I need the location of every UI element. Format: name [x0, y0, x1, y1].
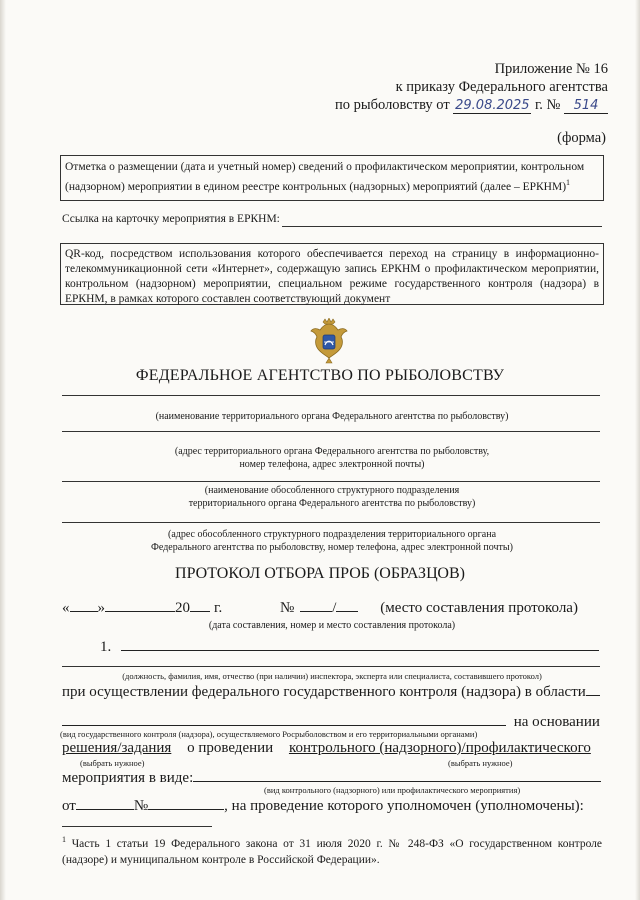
scan-edge-right: [635, 0, 640, 900]
caption-control-kind: (вид государственного контроля (надзора), осуществляемого Росрыболовством и его территориальными органами): [60, 729, 478, 739]
caption-protocol-meta: (дата составления, номер и место составления протокола): [208, 620, 456, 631]
caption-choose-1: (выбрать нужное): [80, 758, 145, 768]
caption-choose-2: (выбрать нужное): [448, 758, 513, 768]
decision-number-field[interactable]: [148, 795, 224, 810]
footnote: $^1$ Часть 1 статьи 19 Федерального закона от 31 июля 2020 г. № 248-ФЗ «О государственном контроле (надзоре) и муниципальном контроле в Российской Федерации».: [62, 835, 603, 866]
appendix-line-2: к приказу Федерального агентства: [395, 79, 608, 95]
decision-row: решения/задания о проведении контрольного (надзорного)/профилактического: [62, 740, 591, 756]
caption-territorial-address: (адрес территориального органа Федерального агентства по рыболовству, номер телефона, адрес электронной почты): [174, 446, 490, 470]
qr-box-text: QR-код, посредством использования которого обеспечивается переход на страницу в информационно-телекоммуникационной сети «Интернет», содержащую запись ЕРКНМ о профилактическом мероприятии, контрольном (надзорном) мероприятии, специальном режиме государственного контроля (надзора) в ЕРКНМ, в рамках которого составлен соответствующий документ: [65, 248, 599, 305]
caption-division-address: (адрес обособленного структурного подразделения территориального органа Федерального агентства по рыболовству, номер телефона, адрес электронной почты): [151, 529, 513, 553]
year-field[interactable]: [190, 597, 210, 612]
handwritten-date: 29.08.2025: [455, 98, 530, 113]
double-headed-eagle-icon: [308, 318, 350, 364]
protocol-title: ПРОТОКОЛ ОТБОРА ПРОБ (ОБРАЗЦОВ): [175, 565, 465, 582]
on-basis-row: на основании: [62, 711, 602, 731]
authorized-row: от № , на проведение которого уполномочен (уполномочены):: [62, 795, 602, 815]
agency-name: ФЕДЕРАЛЬНОЕ АГЕНТСТВО ПО РЫБОЛОВСТВУ: [135, 367, 505, 384]
erknm-box-text: Отметка о размещении (дата и учетный номер) сведений о профилактическом мероприятии, контрольном (надзорном) мероприятии в едином реестре контрольных (надзорных) мероприятий (далее – ЕРКНМ): [65, 161, 585, 193]
scan-edge-left: [0, 0, 6, 900]
control-area-row: при осуществлении федерального государственного контроля (надзора) в области: [62, 681, 602, 701]
division-name-field[interactable]: [62, 481, 600, 482]
event-type-option[interactable]: контрольного (надзорного)/профилактического: [288, 740, 591, 756]
control-kind-field[interactable]: [62, 711, 506, 726]
item-1-row: 1.: [100, 636, 600, 656]
footnote-separator: [62, 826, 212, 827]
inspector-field[interactable]: [62, 666, 600, 667]
control-area-field[interactable]: [586, 681, 600, 696]
erknm-link-row: [62, 213, 602, 227]
caption-inspector: (должность, фамилия, имя, отчество (при наличии) инспектора, эксперта или специалиста, составившего протокол): [122, 671, 542, 681]
erknm-link-label: Ссылка на карточку мероприятия в ЕРКНМ:: [62, 213, 280, 225]
footnote-mark: 1: [566, 178, 571, 187]
qr-code-box: [60, 243, 604, 305]
division-address-field[interactable]: [62, 522, 600, 523]
appendix-line-1: Приложение № 16: [494, 61, 608, 77]
protocol-meta-row: « » 20 г. № / (место составления протокола): [62, 597, 602, 617]
caption-division-name: (наименование обособленного структурного подразделения территориального органа Федерального агентства по рыболовству): [188, 485, 476, 509]
decision-option[interactable]: решения/задания: [62, 740, 172, 756]
day-field[interactable]: [70, 597, 98, 612]
caption-territorial-name: (наименование территориального органа Федерального агентства по рыболовству): [155, 411, 509, 422]
protocol-number-field[interactable]: [300, 597, 332, 612]
event-form-field[interactable]: [193, 767, 601, 782]
territorial-address-field[interactable]: [62, 431, 600, 432]
place-label: (место составления протокола): [380, 600, 578, 616]
appendix-line-3: по рыболовству от 29.08.2025 г. № 514: [335, 96, 608, 114]
erknm-link-field[interactable]: [282, 213, 602, 227]
item-1-field[interactable]: [121, 636, 599, 651]
decision-date-field[interactable]: [76, 795, 134, 810]
caption-event-kind: (вид контрольного (надзорного) или профилактического мероприятия): [264, 785, 521, 795]
territorial-name-field[interactable]: [62, 395, 600, 396]
event-form-row: мероприятия в виде:: [62, 767, 602, 787]
erknm-placement-box: [60, 155, 604, 201]
month-field[interactable]: [105, 597, 175, 612]
protocol-subnumber-field[interactable]: [336, 597, 358, 612]
appendix-header: [335, 60, 608, 114]
forma-label: (форма): [557, 130, 606, 146]
handwritten-number: 514: [573, 98, 599, 113]
